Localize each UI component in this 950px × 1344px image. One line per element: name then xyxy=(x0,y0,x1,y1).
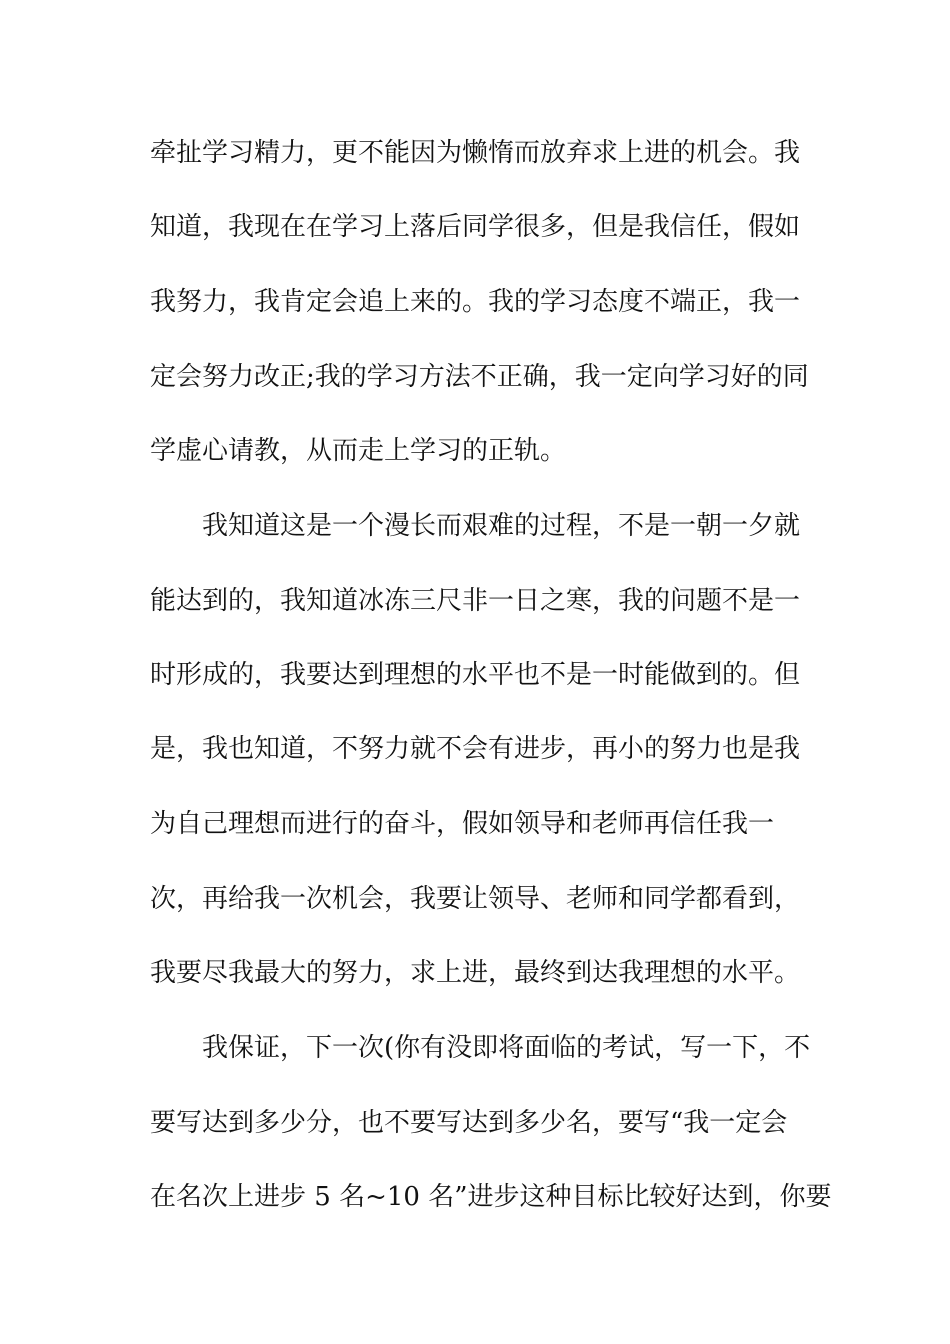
text-line: 定会努力改正;我的学习方法不正确，我一定向学习好的同 xyxy=(150,362,809,392)
paragraph-first-line: 我保证，下一次(你有没即将面临的考试，写一下，不 xyxy=(202,1033,811,1063)
text-line: 学虚心请教，从而走上学习的正轨。 xyxy=(150,436,567,466)
text-line: 次，再给我一次机会，我要让领导、老师和同学都看到， xyxy=(150,884,801,914)
text-line: 要写达到多少分，也不要写达到多少名，要写“我一定会 xyxy=(150,1108,788,1138)
text-line: 为自己理想而进行的奋斗，假如领导和老师再信任我一 xyxy=(150,809,775,839)
text-line: 在名次上进步 5 名~10 名”进步这种目标比较好达到，你要 xyxy=(150,1182,832,1212)
text-line: 我努力，我肯定会追上来的。我的学习态度不端正，我一 xyxy=(150,287,801,317)
text-line: 我要尽我最大的努力，求上进，最终到达我理想的水平。 xyxy=(150,958,801,988)
text-line: 是，我也知道，不努力就不会有进步，再小的努力也是我 xyxy=(150,734,801,764)
text-line: 知道，我现在在学习上落后同学很多，但是我信任，假如 xyxy=(150,212,801,242)
paragraph-first-line: 我知道这是一个漫长而艰难的过程，不是一朝一夕就 xyxy=(202,511,801,541)
text-line: 时形成的，我要达到理想的水平也不是一时能做到的。但 xyxy=(150,660,801,690)
text-line: 能达到的，我知道冰冻三尺非一日之寒，我的问题不是一 xyxy=(150,586,801,616)
text-line: 牵扯学习精力，更不能因为懒惰而放弃求上进的机会。我 xyxy=(150,138,801,168)
